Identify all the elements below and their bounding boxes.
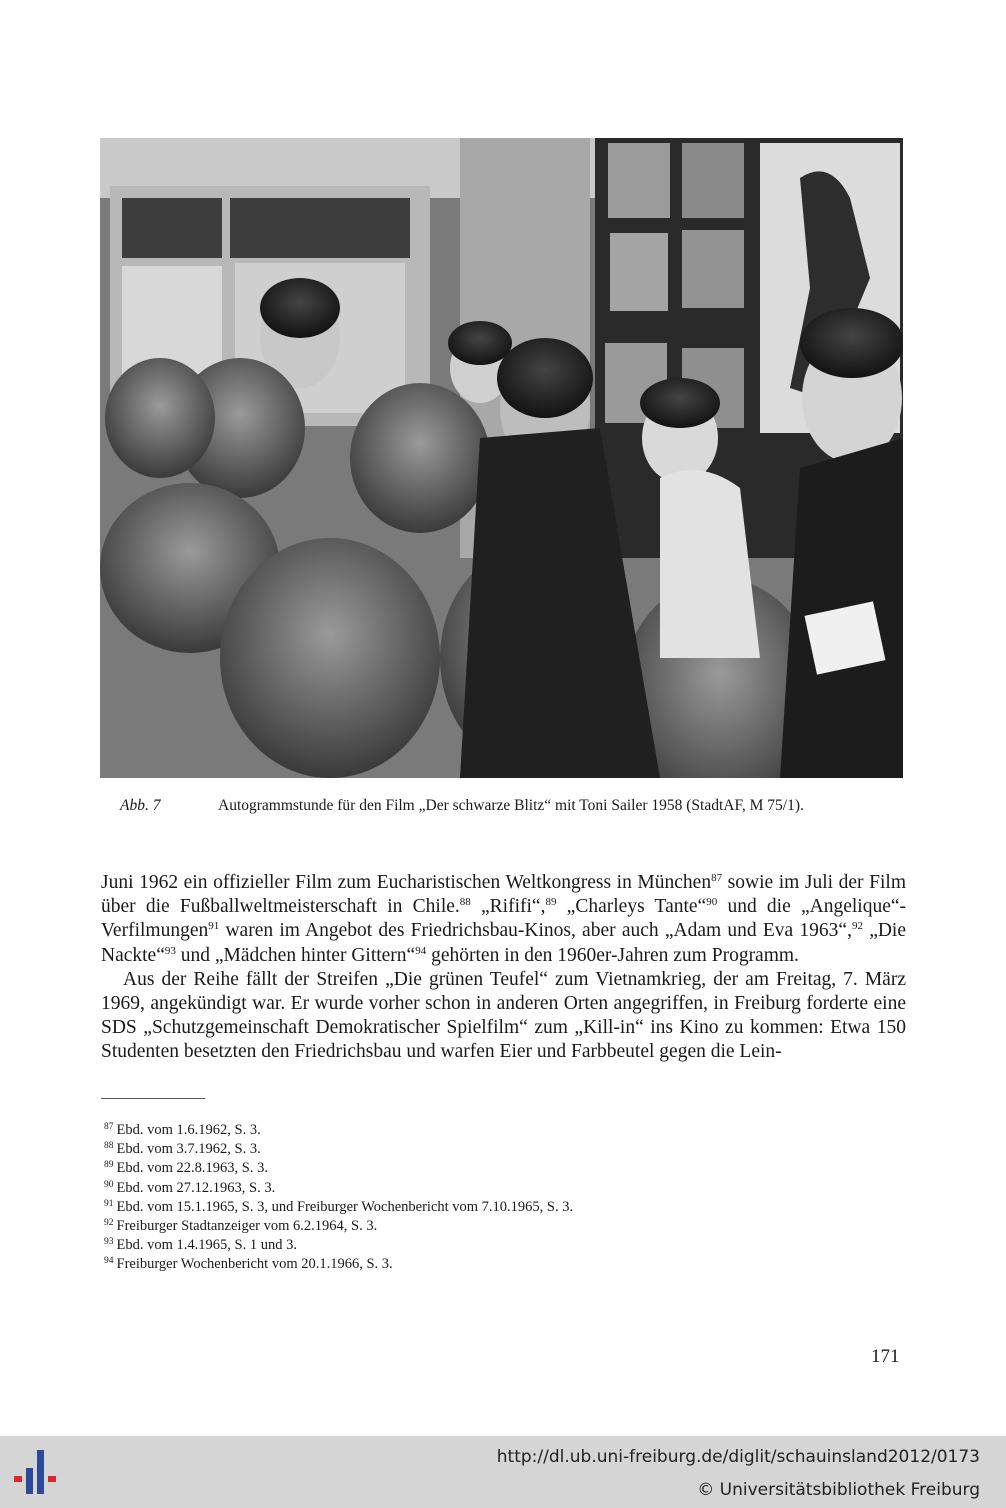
text-run: Juni 1962 ein offizieller Film zum Eucharistischen Weltkongress in München xyxy=(101,872,712,893)
footnote-ref: 90 xyxy=(706,896,718,909)
footer-copyright: © Universitätsbibliothek Freiburg xyxy=(697,1480,980,1500)
footnote-ref: 93 xyxy=(164,944,176,957)
footnote-number: 94 xyxy=(104,1256,114,1267)
figure-photo xyxy=(100,138,903,778)
body-text xyxy=(101,871,906,1065)
footer-bar xyxy=(0,1436,1006,1508)
footnote-text: Ebd. vom 3.7.1962, S. 3. xyxy=(116,1141,261,1158)
footnote-text: Ebd. vom 15.1.1965, S. 3, und Freiburger Wochenbericht vom 7.10.1965, S. 3. xyxy=(116,1198,574,1215)
text-run: „Die Nackte“ xyxy=(101,920,907,966)
footnote-number: 87 xyxy=(104,1122,114,1132)
footnote-text: Freiburger Wochenbericht vom 20.1.1966, S. 3. xyxy=(116,1256,393,1273)
page-number: 171 xyxy=(871,1346,900,1367)
text-run: „Rififi“, xyxy=(470,896,546,918)
text-run: waren im Angebot des Friedrichsbau-Kinos, aber auch „Adam und Eva 1963“, xyxy=(219,920,852,942)
footnote-number: 90 xyxy=(104,1179,114,1190)
figure-caption xyxy=(120,796,910,816)
caption-text: Autogrammstunde für den Film „Der schwarze Blitz“ mit Toni Sailer 1958 (StadtAF, M 75/1). xyxy=(218,797,804,814)
footnote-item xyxy=(104,1198,904,1217)
footnote-text: Freiburger Stadtanzeiger vom 6.2.1964, S. 3. xyxy=(116,1218,378,1235)
footnote-ref: 92 xyxy=(851,920,863,933)
text-run: gehörten in den 1960er-Jahren zum Programm. xyxy=(426,944,799,966)
footnote-ref: 94 xyxy=(415,944,427,957)
footnote-item xyxy=(104,1179,904,1198)
footnote-item xyxy=(104,1217,904,1236)
footer-url-link[interactable]: http://dl.ub.uni-freiburg.de/diglit/schauinsland2012/0173 xyxy=(496,1447,980,1467)
paragraph-2: Aus der Reihe fällt der Streifen „Die grünen Teufel“ zum Vietnamkrieg, der am Freitag, 7. März 1969, angekündigt war. Er wurde vorher schon in anderen Orten angegriffen, in Freiburg forderte eine SDS „Schutzgemeinschaft Demokratischer Spielfilm“ zum „Kill-in“ ins Kino zu kommen: Etwa 150 Studenten besetzten den Friedrichsbau und warfen Eier und Farbbeutel gegen die Lein- xyxy=(101,968,906,1063)
footnote-item xyxy=(104,1121,904,1140)
footnote-item xyxy=(104,1255,904,1274)
footnote-number: 92 xyxy=(104,1218,114,1229)
text-run: „Charleys Tante“ xyxy=(556,896,707,918)
text-run: sowie im Juli der Film über die Fußballweltmeisterschaft in Chile. xyxy=(101,872,906,918)
footnote-text: Ebd. vom 1.6.1962, S. 3. xyxy=(116,1122,261,1138)
photo-graphic xyxy=(100,138,903,778)
ub-freiburg-logo-icon xyxy=(12,1446,64,1498)
footnote-text: Ebd. vom 1.4.1965, S. 1 und 3. xyxy=(116,1237,297,1254)
footnote-number: 89 xyxy=(104,1160,114,1171)
footnote-item xyxy=(104,1236,904,1255)
footnote-number: 88 xyxy=(104,1141,114,1152)
text-run: und „Mädchen hinter Gittern“ xyxy=(175,944,416,966)
footnote-ref: 87 xyxy=(711,872,723,884)
footnote-ref: 89 xyxy=(545,896,557,909)
footnote-item xyxy=(104,1140,904,1159)
footnote-item xyxy=(104,1159,904,1178)
paragraph-1 xyxy=(101,871,906,968)
footnote-separator xyxy=(101,1098,205,1099)
footnote-text: Ebd. vom 22.8.1963, S. 3. xyxy=(116,1160,268,1177)
footnotes xyxy=(104,1121,904,1275)
footnote-ref: 88 xyxy=(459,896,471,909)
footnote-text: Ebd. vom 27.12.1963, S. 3. xyxy=(116,1179,276,1196)
footnote-number: 93 xyxy=(104,1237,114,1248)
footnote-number: 91 xyxy=(104,1198,114,1209)
footnote-ref: 91 xyxy=(208,920,220,933)
caption-label: Abb. 7 xyxy=(120,797,161,814)
text-run: und die „Angelique“-Verfilmungen xyxy=(101,896,907,942)
